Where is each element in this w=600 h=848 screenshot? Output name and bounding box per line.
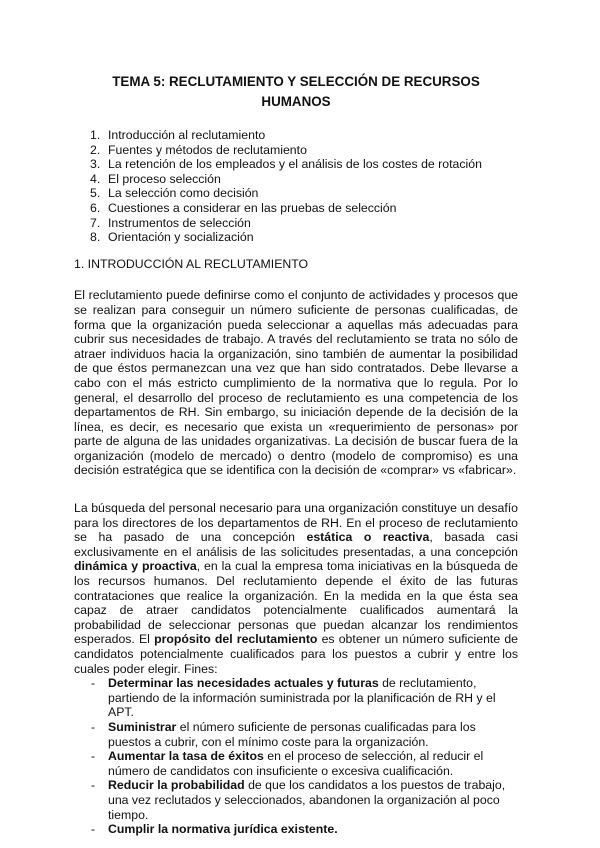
toc-item (74, 172, 518, 187)
bullet-bold: Cumplir la normativa jurídica existente. (108, 822, 338, 837)
bullet-text: el número suficiente de personas cualificadas para los puestos a cubrir, con el mínimo coste para la organización. (108, 719, 476, 749)
toc-number: 3. (90, 157, 101, 172)
paragraph-text: es obtener un número suficiente de candidatos potencialmente cualificados para los puestos a cubrir y entre los cuales poder elegir. Fines: (74, 632, 518, 676)
toc-text: La selección como decisión (108, 186, 259, 201)
dash-bullet: - (91, 719, 96, 734)
paragraph-2 (74, 501, 518, 676)
list-item (74, 720, 518, 749)
title-line-1: TEMA 5: RECLUTAMIENTO Y SELECCIÓN DE RECURSOS (112, 74, 480, 89)
dash-bullet: - (91, 749, 96, 764)
paragraph-1: El reclutamiento puede definirse como el conjunto de actividades y procesos que se realizan para conseguir un número suficiente de personas cualificadas, de forma que la organización pueda seleccionar a aquellas más adecuadas para cubrir sus necesidades de trabajo. A través del reclutamiento se trata no sólo de atraer individuos hacia la organización, sino también de aumentar la posibilidad de que éstos permanezcan una vez que han sido contratados. Debe llevarse a cabo con el más estricto cumplimiento de la normativa que lo regula. Por lo general, el desarrollo del proceso de reclutamiento es una competencia de los departamentos de RH. Sin embargo, su iniciación depende de la decisión de la línea, es decir, es necesario que exista un «requerimiento de personas» por parte de alguna de las unidades organizativas. La decisión de buscar fuera de la organización (modelo de mercado) o dentro (modelo de compromiso) es una decisión estratégica que se identifica con la decisión de «comprar» vs «fabricar». (74, 288, 518, 478)
bullet-text: de reclutamiento, partiendo de la información suministrada por la planificación de RH y el APT. (108, 676, 496, 720)
paragraph-text: La búsqueda del personal necesario para una organización constituye un desafío para los directores de los departamentos de RH. En el proceso de reclutamiento se ha pasado de una concepción (74, 501, 518, 545)
toc-text: Cuestiones a considerar en las pruebas de selección (108, 200, 397, 215)
toc-text: El proceso selección (108, 171, 221, 186)
list-item (74, 676, 518, 720)
toc-number: 5. (90, 186, 101, 201)
toc-item (74, 128, 518, 143)
toc-text: Introducción al reclutamiento (108, 128, 266, 142)
toc-number: 2. (90, 142, 101, 157)
list-item (74, 822, 518, 837)
bullet-bold: Aumentar la tasa de éxitos (108, 749, 264, 764)
bold-phrase: dinámica y proactiva (74, 559, 197, 574)
bullet-bold: Suministrar (108, 719, 177, 734)
toc-number: 6. (90, 200, 101, 215)
section-heading: 1. INTRODUCCIÓN AL RECLUTAMIENTO (74, 256, 309, 271)
toc-text: Orientación y socialización (108, 230, 254, 245)
title-line-2: HUMANOS (261, 94, 331, 109)
toc-item (74, 186, 518, 201)
dash-bullet: - (91, 778, 96, 793)
toc-item (74, 201, 518, 216)
toc-number: 8. (90, 230, 101, 245)
toc-item (74, 230, 518, 245)
toc-number: 4. (90, 171, 101, 186)
bold-phrase: propósito del reclutamiento (154, 632, 318, 647)
document-title (74, 72, 518, 112)
paragraph-text: , basada casi exclusivamente en el análisis de las solicitudes presentadas, a una concepción (74, 530, 518, 559)
dash-bullet: - (91, 822, 96, 837)
toc-text: Fuentes y métodos de reclutamiento (108, 142, 307, 157)
bullet-text: en el proceso de selección, al reducir el número de candidatos con insuficiente o excesiva cualificación. (108, 749, 484, 778)
bullet-bold: Determinar las necesidades actuales y futuras (108, 676, 379, 691)
toc-number: 7. (90, 215, 101, 230)
toc-text: La retención de los empleados y el análisis de los costes de rotación (108, 157, 482, 172)
bullet-bold: Reducir la probabilidad (108, 778, 245, 793)
toc-item (74, 157, 518, 172)
toc-number: 1. (90, 128, 101, 142)
paragraph-text: , en la cual la empresa toma iniciativas en la búsqueda de los recursos humanos. Del reclutamiento depende el éxito de las futuras contrataciones que realice la organización. En la medida en la que ésta sea capaz de atraer candidatos potencialmente cualificados aumentará la probabilidad de seleccionar personas que puedan alcanzar los rendimientos esperados. El (74, 559, 519, 647)
list-item (74, 778, 518, 822)
bullet-text: de que los candidatos a los puestos de trabajo, una vez reclutados y seleccionados, abandonen la organización al poco tiempo. (108, 778, 506, 822)
bold-phrase: estática o reactiva (306, 530, 430, 545)
table-of-contents (74, 128, 518, 245)
list-item (74, 749, 518, 778)
toc-text: Instrumentos de selección (108, 215, 251, 230)
toc-item (74, 143, 518, 158)
aims-list (74, 676, 518, 837)
dash-bullet: - (91, 676, 96, 691)
toc-item (74, 216, 518, 231)
